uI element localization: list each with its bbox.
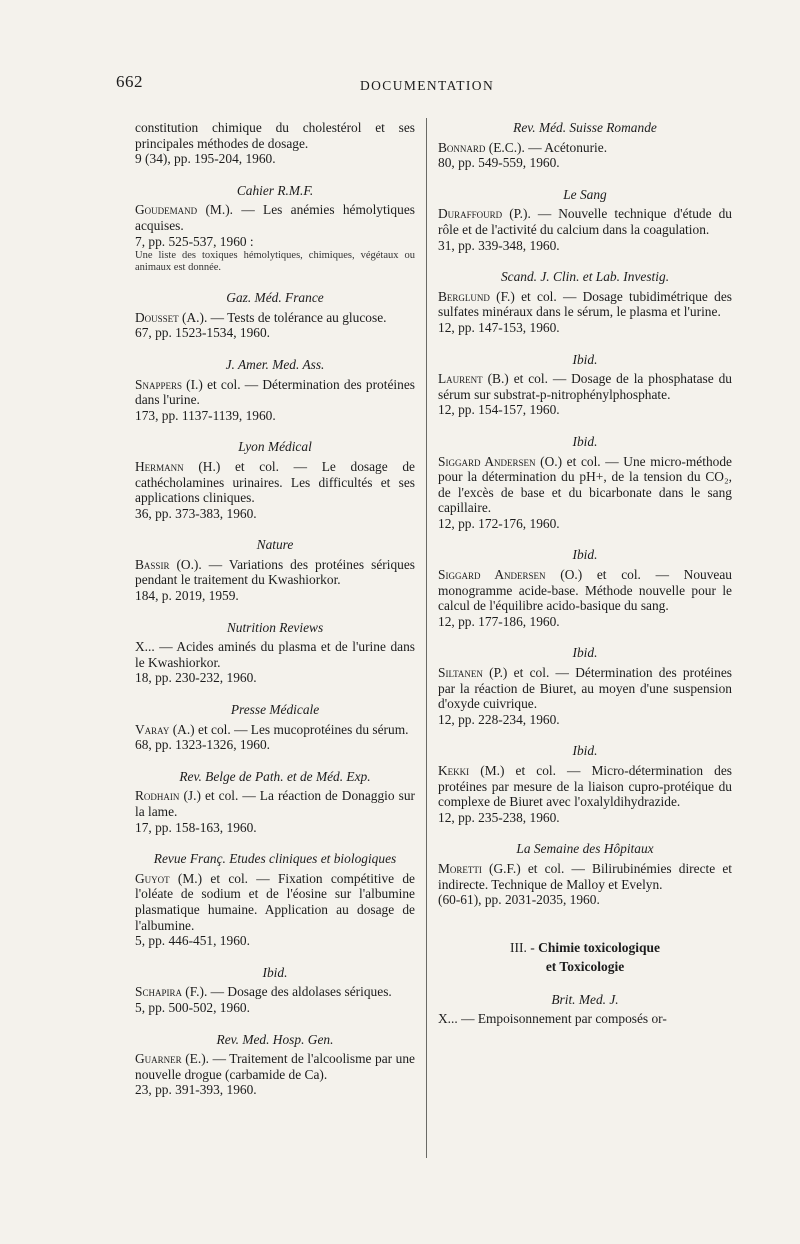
entry-ref: 7, pp. 525-537, 1960 : (135, 233, 254, 249)
entry-author: Hermann (H.) (135, 458, 221, 474)
entry-author: Berglund (F.) (438, 288, 515, 304)
entry-text: et col. — Dosage tubidimétrique des sulfates minéraux dans le sérum, le plasma et l'urine. (438, 288, 732, 320)
entry-text: et col. — Les mucoprotéines du sérum. (198, 721, 409, 737)
entry-author: Laurent (B.) (438, 371, 509, 387)
bibliography-entry (438, 763, 732, 825)
entry-author: Siltanen (P.) (438, 665, 508, 681)
bibliography-entry (135, 871, 415, 949)
entry-ref: 9 (34), pp. 195-204, 1960. (135, 151, 276, 167)
bibliography-entry (135, 984, 415, 1015)
entry-author: Siggard Andersen (O.) (438, 453, 563, 469)
bibliography-entry (438, 1011, 732, 1027)
bibliography-entry (438, 861, 732, 908)
continued-entry (135, 120, 415, 167)
bibliography-entry (438, 289, 732, 336)
entry-text: — Acides aminés du plasma et de l'urine dans le Kwashiorkor. (135, 639, 415, 670)
entry-text: — Nouvelle technique d'étude du rôle et de l'activité du calcium dans la coagulation. (438, 206, 732, 237)
entry-ref: 173, pp. 1137-1139, 1960. (135, 407, 276, 423)
left-entries (135, 183, 415, 1098)
bibliography-entry (438, 567, 732, 629)
section-number: III. - (510, 939, 535, 955)
entry-ref: 184, p. 2019, 1959. (135, 588, 239, 604)
entry-ref: (60-61), pp. 2031-2035, 1960. (438, 892, 600, 908)
entry-ref: 31, pp. 339-348, 1960. (438, 237, 560, 253)
journal-title: Ibid. (572, 645, 598, 661)
section-title-line1: Chimie toxicologique (538, 939, 660, 955)
journal-title: Presse Médicale (230, 702, 320, 718)
journal-title: Nutrition Reviews (226, 619, 324, 635)
entry-ref: 80, pp. 549-559, 1960. (438, 155, 560, 171)
bibliography-entry (438, 140, 732, 171)
journal-title: Le Sang (563, 186, 607, 202)
journal-title: Nature (256, 537, 294, 553)
entry-ref: 23, pp. 391-393, 1960. (135, 1082, 257, 1098)
entry-author: Bonnard (E.C.). (438, 139, 525, 155)
entry-ref: 12, pp. 235-238, 1960. (438, 809, 560, 825)
journal-title: La Semaine des Hôpitaux (516, 841, 654, 857)
entry-author: X... (438, 1011, 458, 1027)
entry-text: et col. — La réaction de Donaggio sur la lame. (135, 788, 415, 819)
bibliography-entry (135, 1051, 415, 1098)
entry-text: — Tests de tolérance au glucose. (210, 309, 387, 325)
entry-ref: 18, pp. 230-232, 1960. (135, 670, 257, 686)
entry-author: Rodhain (J.) (135, 788, 201, 804)
entry-note: Une liste des toxiques hémolytiques, chimiques, végétaux ou animaux est donnée. (135, 250, 415, 274)
entry-ref: 5, pp. 446-451, 1960. (135, 933, 250, 949)
journal-title: Gaz. Méd. France (226, 290, 324, 306)
entry-author: X... (135, 639, 155, 655)
journal-title: Ibid. (572, 743, 598, 759)
journal-title: Scand. J. Clin. et Lab. Investig. (500, 269, 670, 285)
entry-text: et col. — Détermination des protéines dans l'urine. (135, 376, 415, 408)
journal-title: Ibid. (262, 964, 288, 980)
entry-text: et col. — Une micro-méthode pour la détermination du pH+, de la tension du CO₂, de l'excès de base et du bicarbonate dans le sang capillaire. (438, 453, 732, 516)
entry-author: Guarner (E.). (135, 1051, 210, 1067)
left-column (135, 120, 415, 1098)
right-column (438, 120, 732, 1027)
entry-text: et col. — Nouveau monogramme acide-base. Méthode nouvelle pour le calcul de l'équilibre acido-basique du sang. (438, 567, 732, 614)
entry-text: — Empoisonnement par composés or- (461, 1011, 667, 1027)
bibliography-entry (135, 557, 415, 604)
bibliography-entry (135, 202, 415, 274)
entry-author: Guyot (M.) (135, 870, 203, 886)
section-title-line2: et Toxicologie (545, 958, 625, 974)
entry-ref: 36, pp. 373-383, 1960. (135, 505, 257, 521)
entry-text: et col. — Fixation compétitive de l'oléate de sodium et de l'éosine sur l'albumine plasmatique humaine. Application au dosage de l'albumine. (135, 870, 415, 933)
journal-title: Brit. Med. J. (551, 991, 619, 1007)
journal-title: Revue Franç. Etudes cliniques et biologiques (153, 851, 397, 867)
bibliography-entry (438, 665, 732, 727)
entry-text: et col. — Bilirubinémies directe et indirecte. Technique de Malloy et Evelyn. (438, 860, 732, 892)
entry-author: Schapira (F.). (135, 984, 208, 1000)
entry-text: — Les anémies hémolytiques acquises. (135, 202, 415, 233)
entry-ref: 67, pp. 1523-1534, 1960. (135, 325, 271, 341)
entry-ref: 12, pp. 147-153, 1960. (438, 319, 560, 335)
entry-ref: 17, pp. 158-163, 1960. (135, 819, 257, 835)
entry-author: Bassir (O.). (135, 556, 202, 572)
bibliography-entry (135, 788, 415, 835)
bibliography-entry (135, 377, 415, 424)
journal-title: Rev. Med. Hosp. Gen. (216, 1031, 334, 1047)
entry-author: Varay (A.) (135, 721, 195, 737)
entry-ref: 5, pp. 500-502, 1960. (135, 999, 250, 1015)
bibliography-entry (438, 371, 732, 418)
right-entries (438, 120, 732, 908)
entry-ref: 12, pp. 228-234, 1960. (438, 711, 560, 727)
entry-author: Goudemand (M.). (135, 202, 233, 218)
journal-title: Ibid. (572, 433, 598, 449)
entry-text: et col. — Micro-détermination des protéines par mesure de la liaison cupro-protéique du complexe de Biuret avec l'oxalyldihydrazide. (438, 763, 732, 810)
running-head: DOCUMENTATION (360, 78, 495, 93)
journal-title: J. Amer. Med. Ass. (225, 356, 325, 372)
entry-ref: 12, pp. 177-186, 1960. (438, 613, 560, 629)
column-rule (426, 118, 427, 1158)
entry-author: Moretti (G.F.) (438, 860, 521, 876)
entry-text: — Traitement de l'alcoolisme par une nouvelle drogue (carbamide de Ca). (135, 1051, 415, 1082)
journal-title: Lyon Médical (238, 439, 312, 455)
bibliography-entry (438, 454, 732, 532)
entry-ref: 12, pp. 172-176, 1960. (438, 515, 560, 531)
journal-title: Rev. Belge de Path. et de Méd. Exp. (179, 768, 371, 784)
bibliography-entry (438, 206, 732, 253)
entry-author: Kekki (M.) (438, 763, 505, 778)
section-heading (438, 938, 732, 976)
entry-author: Snappers (I.) (135, 376, 203, 392)
entry-text: et col. — Dosage de la phosphatase du sérum sur substrat-p-nitrophénylphosphate. (438, 371, 732, 402)
bibliography-entry (135, 722, 415, 753)
entry-ref: 68, pp. 1323-1326, 1960. (135, 737, 271, 753)
entry-text: — Acétonurie. (528, 139, 608, 155)
entry-text: — Dosage des aldolases sériques. (210, 984, 392, 1000)
entry-author: Dousset (A.). (135, 309, 208, 325)
entry-author: Siggard Andersen (O.) (438, 567, 583, 583)
bibliography-entry (135, 639, 415, 686)
entry-ref: 12, pp. 154-157, 1960. (438, 402, 560, 418)
entry-text: et col. — Détermination des protéines par la réaction de Biuret, au moyen d'une suspension d'oxyde cuivrique. (438, 665, 732, 712)
entry-text: et col. — Le dosage de cathécholamines urinaires. Les difficultés et ses applications cliniques. (135, 458, 415, 506)
bibliography-entry (135, 459, 415, 521)
journal-title: Rev. Méd. Suisse Romande (513, 120, 657, 135)
journal-title: Cahier R.M.F. (236, 182, 314, 198)
page-number: 662 (116, 72, 143, 91)
entry-text: — Variations des protéines sériques pendant le traitement du Kwashiorkor. (135, 556, 415, 588)
entry-author: Duraffourd (P.). (438, 206, 531, 222)
entry-text: constitution chimique du cholestérol et ses principales méthodes de dosage. (135, 120, 415, 151)
journal-title: Ibid. (572, 351, 598, 367)
journal-title: Ibid. (572, 547, 598, 563)
bibliography-entry (135, 310, 415, 341)
